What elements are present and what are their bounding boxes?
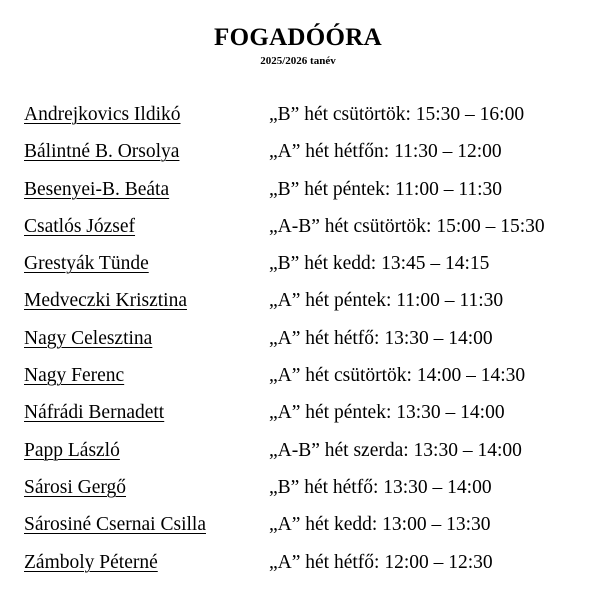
teacher-name: Csatlós József [24,215,136,237]
list-item [0,552,600,589]
list-item [0,365,600,402]
office-hour-time: „A-B” hét csütörtök: 15:00 – 15:30 [269,215,545,237]
teacher-name: Sárosi Gergő [24,476,127,498]
teacher-name: Sárosiné Csernai Csilla [24,514,206,536]
list-item [0,402,600,439]
list-item [0,104,600,141]
list-item [0,328,600,365]
teacher-name: Andrejkovics Ildikó [24,104,181,125]
teacher-name: Nagy Ferenc [24,365,125,387]
office-hour-time: „A” hét csütörtök: 14:00 – 14:30 [269,365,526,387]
teacher-name: Papp László [24,439,120,461]
office-hour-time: „A” hét kedd: 13:00 – 13:30 [269,514,491,536]
teacher-name: Grestyák Tünde [24,253,149,275]
list-item [0,141,600,178]
office-hour-time: „A” hét péntek: 11:00 – 11:30 [269,290,504,312]
teacher-name: Zámboly Péterné [24,551,158,573]
office-hours-list [0,104,600,589]
office-hour-time: „A-B” hét szerda: 13:30 – 14:00 [269,439,522,461]
school-year-subtitle: 2025/2026 tanév [260,55,336,67]
list-item [0,179,600,216]
list-item [0,290,600,327]
teacher-name: Besenyei-B. Beáta [24,178,170,200]
office-hour-time: „A” hét péntek: 13:30 – 14:00 [269,402,505,424]
office-hour-time: „A” hét hétfőn: 11:30 – 12:00 [269,141,502,163]
page-title: FOGADÓÓRA [214,24,382,51]
list-item [0,253,600,290]
teacher-name: Náfrádi Bernadett [24,402,165,424]
office-hour-time: „B” hét hétfő: 13:30 – 14:00 [269,476,492,498]
office-hour-time: „B” hét csütörtök: 15:30 – 16:00 [269,104,525,125]
office-hour-time: „B” hét péntek: 11:00 – 11:30 [269,178,503,200]
teacher-name: Bálintné B. Orsolya [24,141,180,163]
list-item [0,440,600,477]
office-hour-time: „A” hét hétfő: 12:00 – 12:30 [269,551,493,573]
teacher-name: Nagy Celesztina [24,327,153,349]
list-item [0,514,600,551]
list-item [0,216,600,253]
teacher-name: Medveczki Krisztina [24,290,187,312]
office-hour-time: „B” hét kedd: 13:45 – 14:15 [269,253,490,275]
office-hour-time: „A” hét hétfő: 13:30 – 14:00 [269,327,493,349]
list-item [0,477,600,514]
